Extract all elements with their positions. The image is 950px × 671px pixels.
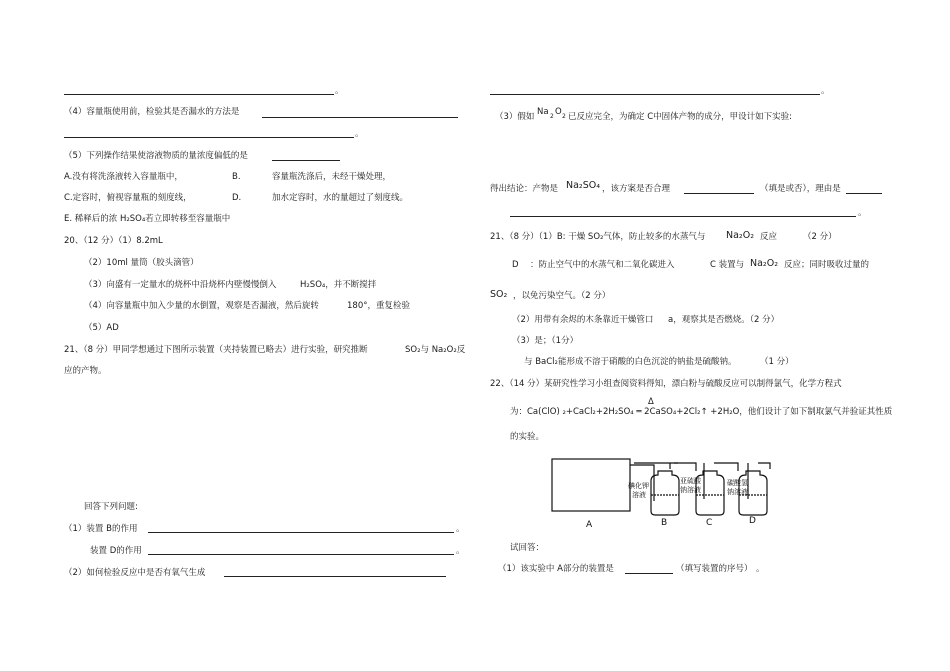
bottle-b [651, 471, 679, 515]
answer-line-reasonable [684, 193, 754, 194]
period: 。 [821, 86, 830, 96]
answer-21-so2-text: ，以免污染空气。（2 分） [513, 291, 611, 301]
question-21-line2: 应的产物。 [64, 366, 107, 376]
question-21-1-d: 装置 D的作用 [90, 546, 142, 556]
bottle-c-label-1: 亚硫酸 [680, 477, 701, 485]
answer-21-2-b: a，观察其是否燃烧。（2 分） [668, 315, 780, 325]
na2o2-sub: 2 [550, 113, 554, 120]
answer-21-d-react: 反应；同时吸收过量的 [784, 260, 870, 270]
period: 。 [456, 524, 465, 534]
answer-line-reason [846, 193, 882, 194]
conclusion-reason: （填是或否），理由是 [760, 184, 841, 194]
answer-line-q4b [64, 137, 354, 138]
answer-line-22-1 [625, 573, 673, 574]
answer-line-d [148, 554, 454, 555]
answer-21-so2: SO₂ [490, 289, 508, 300]
answer-20-2: （2）10ml 量筒（胶头滴管） [84, 258, 199, 268]
period: 。 [858, 208, 867, 218]
question-22-1-hint: （填写装置的序号） [676, 564, 753, 574]
option-b-letter: B. [232, 172, 241, 182]
answer-21-d-chem: Na₂O₂ [750, 258, 779, 269]
answer-21-2: （2）用带有余烬的木条靠近干燥管口 [512, 315, 654, 325]
answer-prompt: 回答下列问题: [84, 502, 138, 512]
answer-20-3-chem: H₂SO₄，并不断搅拌 [300, 280, 377, 290]
question-22-equation: 为：Ca(ClO) ₂+CaCl₂+2H₂SO₄ ═ 2CaSO₄+2Cl₂↑ +2H₂O，他们设计了如下制取氯气并验证其性质 [510, 407, 893, 417]
try-answer: 试回答： [510, 543, 545, 553]
bottle-b-label-2: 溶液 [632, 491, 646, 499]
period: 。 [355, 129, 364, 139]
answer-20-4: （4）向容量瓶中加入少量的水倒置，观察是否漏液，然后旋转 [84, 301, 319, 311]
option-d: 加水定容时，水的量超过了刻度线。 [272, 193, 409, 203]
answer-21-1-chem: Na₂O₂ [726, 230, 755, 241]
answer-20-4-rotate: 180°，重复检验 [347, 301, 410, 311]
bottle-d-label-1: 碳酸氢 [727, 479, 748, 487]
answer-line-top-right [490, 94, 820, 95]
option-a: A.没有将洗涤液转入容量瓶中， [64, 172, 183, 182]
na2o2-na: Na [537, 107, 549, 117]
answer-line-oxygen [224, 576, 446, 577]
answer-21-1-react: 反应 [760, 232, 778, 242]
answer-21-3-score: （1 分） [760, 357, 794, 367]
question-21-1: （1）装置 B的作用 [64, 524, 138, 534]
answer-21-3-b: 与 BaCl₂能形成不溶于硝酸的白色沉淀的钠盐是硫酸钠。 [524, 357, 737, 367]
option-e: E. 稀释后的浓 H₂SO₄若立即转移至容量瓶中 [64, 214, 231, 224]
apparatus-label-c: C [706, 518, 713, 528]
question-5-label: （5）下列操作结果使溶液物质的量浓度偏低的是 [64, 151, 248, 161]
question-3-text: 已反应完全，为确定 C中固体产物的成分，甲设计如下实验: [568, 112, 793, 122]
na2o2-o: O [555, 107, 562, 117]
apparatus-a-box [552, 459, 630, 511]
period: 。 [335, 86, 344, 96]
question-21-line1-chem: SO₂与 Na₂O₂反 [405, 345, 466, 355]
question-3: （3）假如 [495, 112, 535, 122]
answer-line-q4 [262, 117, 458, 118]
apparatus-diagram [548, 455, 788, 529]
conclusion-label: 得出结论：产物是 [490, 184, 559, 194]
question-21-2: （2）如何检验反应中是否有氧气生成 [64, 568, 206, 578]
option-d-letter: D. [232, 193, 242, 203]
answer-21-1: 21、（8 分）（1）B: 干燥 SO₂气体，防止较多的水蒸气与 [490, 232, 706, 242]
conclusion-question: ，该方案是否合理 [602, 184, 671, 194]
answer-line-q5 [272, 160, 340, 161]
question-4-label: （4）容量瓶使用前，检验其是否漏水的方法是 [64, 107, 240, 117]
answer-21-3: （3）是；（1分） [512, 336, 579, 346]
question-22: 22、（14 分）某研究性学习小组查阅资料得知，漂白粉与硫酸反应可以制得氯气，化学方程式 [490, 379, 842, 389]
answer-20-1: 20、（12 分）（1）8.2mL [64, 236, 163, 246]
answer-20-5: （5）AD [84, 323, 119, 333]
question-22-1: （1）该实验中 A部分的装置是 [498, 564, 614, 574]
question-21-line1: 21、（8 分）甲同学想通过下图所示装置（夹持装置已略去）进行实验，研究推断 [64, 345, 368, 355]
period: 。 [456, 546, 465, 556]
apparatus-label-a: A [586, 520, 593, 529]
answer-line-reason-2 [510, 216, 856, 217]
answer-21-d-c: C 装置与 [710, 260, 745, 270]
na2o2-sub: 2 [562, 113, 566, 120]
answer-21-d: ：防止空气中的水蒸气和二氧化碳进入 [530, 260, 675, 270]
apparatus-label-d: D [749, 516, 756, 526]
answer-line-b [148, 532, 454, 533]
answer-20-3: （3）向盛有一定量水的烧杯中沿烧杯内壁慢慢倒入 [84, 280, 277, 290]
bottle-c-label-2: 钠溶液 [680, 486, 701, 494]
option-b: 容量瓶洗涤后，未经干燥处理， [272, 172, 392, 182]
bottle-b-label-1: 碘化钾 [628, 482, 649, 490]
question-22-cont: 的实验。 [510, 432, 545, 442]
option-c: C.定容时，俯视容量瓶的刻度线， [64, 193, 192, 203]
conclusion-chem: Na₂SO₄ [566, 180, 601, 191]
answer-line-top [64, 94, 334, 95]
answer-21-d-letter: D [512, 260, 519, 270]
delta-symbol: Δ [648, 397, 654, 407]
apparatus-label-b: B [661, 518, 668, 528]
period: 。 [756, 564, 765, 574]
answer-21-1-score: （2 分） [803, 232, 837, 242]
bottle-d-label-2: 钠溶液 [727, 488, 748, 496]
